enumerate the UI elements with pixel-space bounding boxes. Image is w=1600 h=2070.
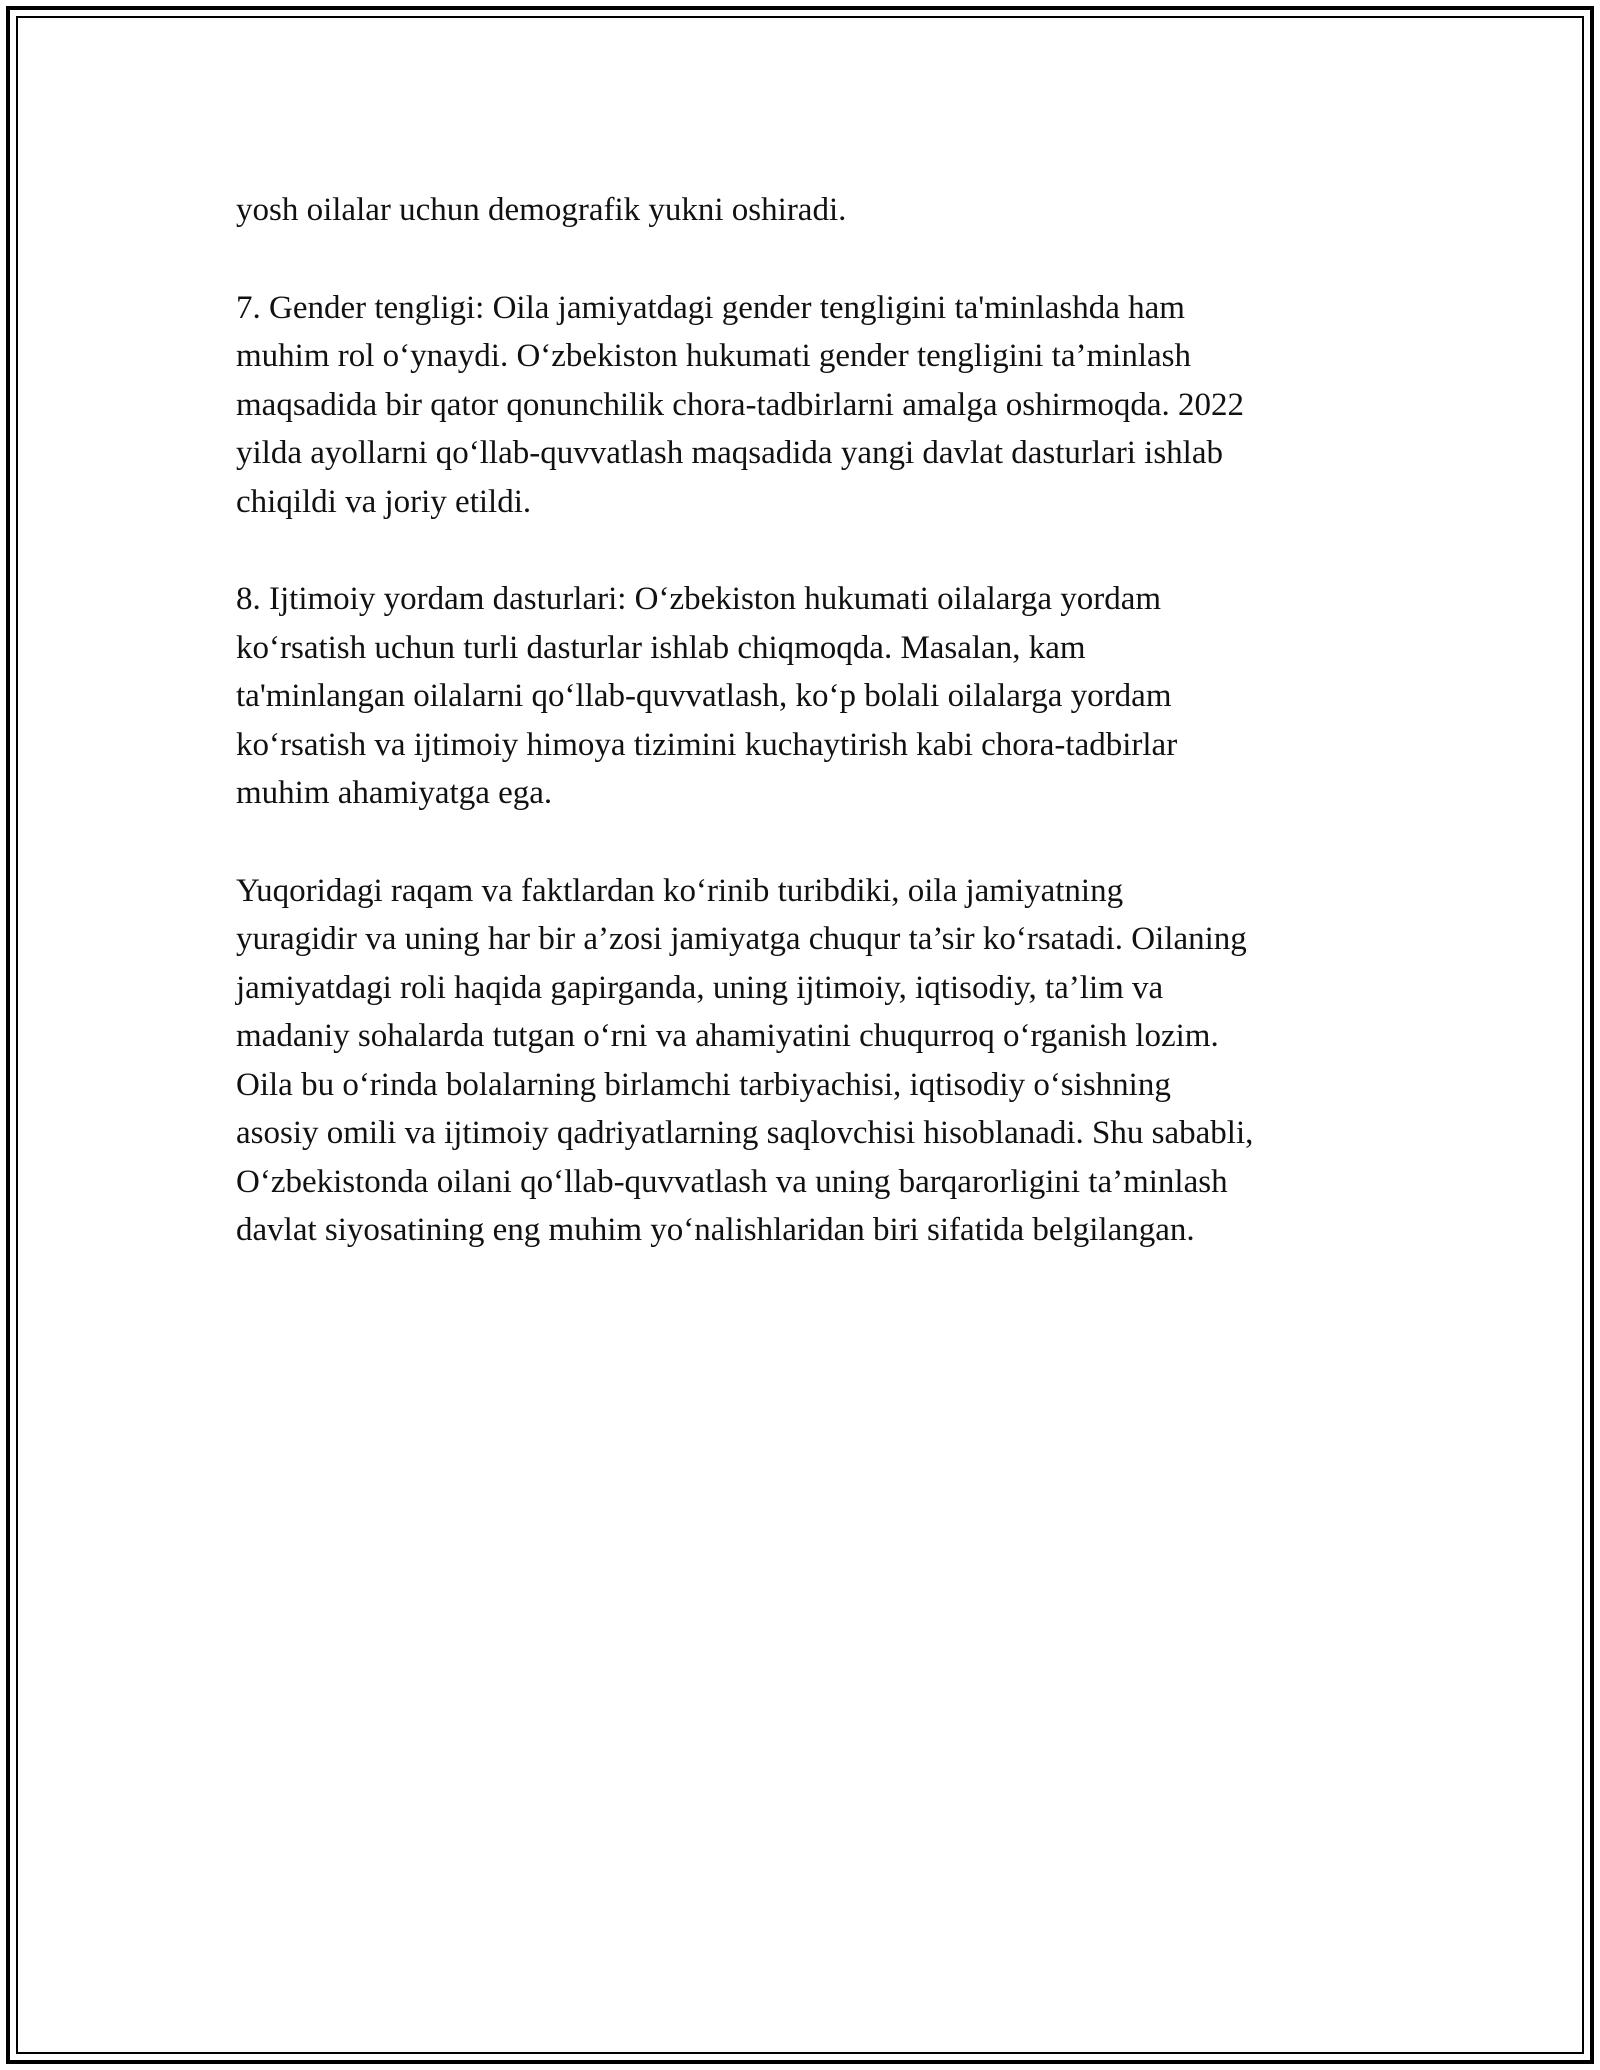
text-line: maqsadida bir qator qonunchilik chora-tadbirlarni amalga oshirmoqda. 2022 bbox=[236, 386, 1245, 423]
text-line: asosiy omili va ijtimoiy qadriyatlarning saqlovchisi hisoblanadi. Shu sababli, bbox=[236, 1115, 1254, 1151]
paragraph-gender-equality bbox=[236, 284, 1406, 527]
paragraph-social-assistance bbox=[236, 575, 1406, 818]
text-line: yosh oilalar uchun demografik yukni oshiradi. bbox=[236, 192, 847, 228]
text-line: O‘zbekistonda oilani qo‘llab-quvvatlash va uning barqarorligini ta’minlash bbox=[236, 1163, 1228, 1200]
text-line: muhim rol o‘ynaydi. O‘zbekiston hukumati gender tengligini ta’minlash bbox=[236, 338, 1191, 374]
paragraph-conclusion bbox=[236, 867, 1406, 1255]
text-line: ko‘rsatish va ijtimoiy himoya tizimini kuchaytirish kabi chora-tadbirlar bbox=[236, 726, 1178, 763]
text-line: ko‘rsatish uchun turli dasturlar ishlab chiqmoqda. Masalan, kam bbox=[236, 629, 1086, 666]
text-line: Yuqoridagi raqam va faktlardan ko‘rinib turibdiki, oila jamiyatning bbox=[236, 872, 1124, 909]
text-line: Oila bu o‘rinda bolalarning birlamchi tarbiyachisi, iqtisodiy o‘sishning bbox=[236, 1066, 1171, 1103]
text-line: yuragidir va uning har bir a’zosi jamiyatga chuqur ta’sir ko‘rsatadi. Oilaning bbox=[236, 921, 1247, 957]
text-line: jamiyatdagi roli haqida gapirganda, uning ijtimoiy, iqtisodiy, ta’lim va bbox=[236, 969, 1164, 1006]
text-line: madaniy sohalarda tutgan o‘rni va ahamiyatini chuqurroq o‘rganish lozim. bbox=[236, 1018, 1219, 1054]
text-line: chiqildi va joriy etildi. bbox=[236, 483, 532, 520]
text-line: davlat siyosatining eng muhim yo‘nalishlaridan biri sifatida belgilangan. bbox=[236, 1212, 1195, 1248]
text-line: yilda ayollarni qo‘llab-quvvatlash maqsadida yangi davlat dasturlari ishlab bbox=[236, 435, 1223, 471]
document-body bbox=[236, 186, 1406, 1304]
text-line: muhim ahamiyatga ega. bbox=[236, 775, 553, 811]
text-line: 7. Gender tengligi: Oila jamiyatdagi gender tengligini ta'minlashda ham bbox=[236, 289, 1185, 326]
text-line: ta'minlangan oilalarni qo‘llab-quvvatlash, ko‘p bolali oilalarga yordam bbox=[236, 678, 1172, 714]
text-line: 8. Ijtimoiy yordam dasturlari: O‘zbekiston hukumati oilalarga yordam bbox=[236, 581, 1162, 617]
paragraph-continuation bbox=[236, 186, 1406, 235]
